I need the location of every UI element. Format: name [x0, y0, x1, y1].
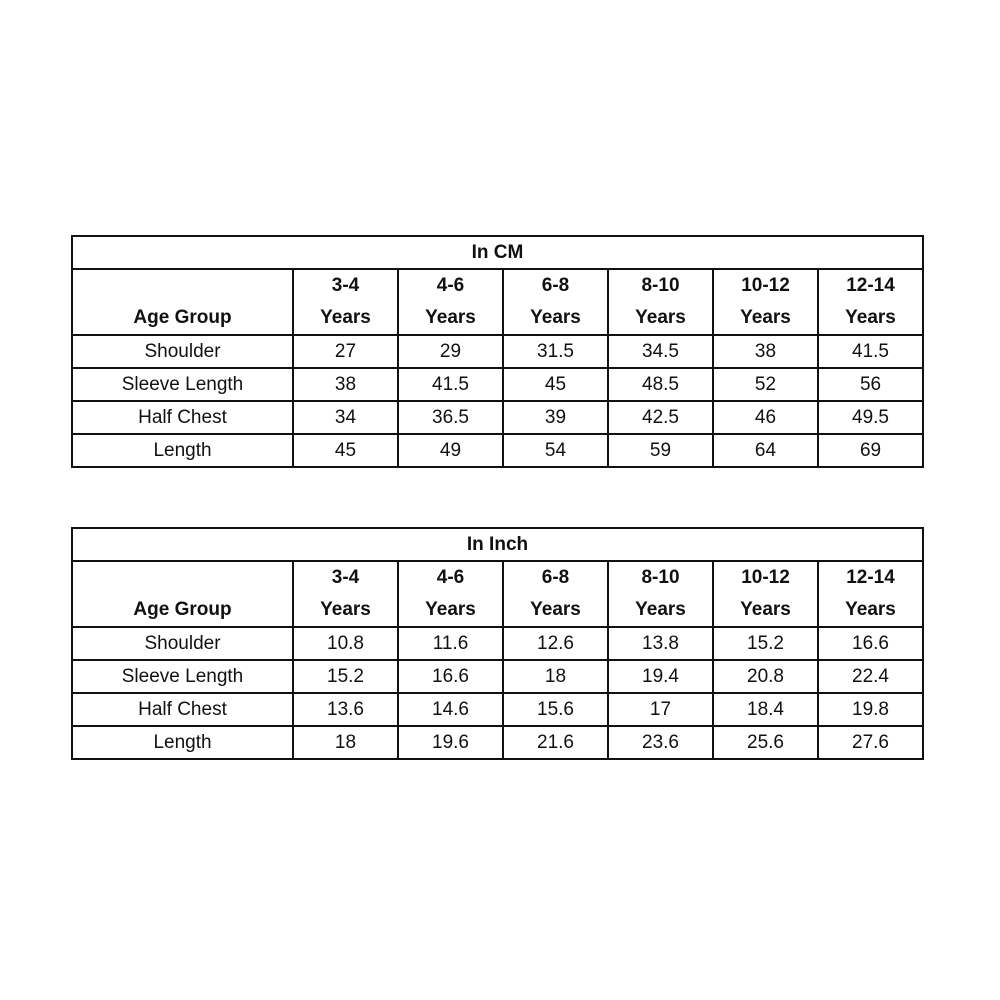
row-label: Half Chest: [72, 693, 293, 726]
table-cell: 31.5: [503, 335, 608, 368]
table-cell: 18: [503, 660, 608, 693]
table-cell: 16.6: [398, 660, 503, 693]
table-cell: 18: [293, 726, 398, 759]
table-title-row: [72, 236, 923, 269]
table-cell: 46: [713, 401, 818, 434]
table-cell: 20.8: [713, 660, 818, 693]
table-cell: 13.8: [608, 627, 713, 660]
table-cell: 41.5: [818, 335, 923, 368]
age-range: 10-12: [741, 567, 790, 588]
table-cell: 45: [293, 434, 398, 467]
table-cell: 29: [398, 335, 503, 368]
table-cell: 52: [713, 368, 818, 401]
table-cell: 27.6: [818, 726, 923, 759]
table-cell: 38: [713, 335, 818, 368]
table-row: [72, 335, 923, 368]
table-cell: 25.6: [713, 726, 818, 759]
table-cell: 38: [293, 368, 398, 401]
row-label: Length: [72, 434, 293, 467]
table-cell: 34.5: [608, 335, 713, 368]
table-row: [72, 726, 923, 759]
table-cell: 41.5: [398, 368, 503, 401]
column-header: [503, 561, 608, 627]
table-cell: 13.6: [293, 693, 398, 726]
age-unit: Years: [530, 599, 581, 620]
table-cell: 27: [293, 335, 398, 368]
age-group-header: Age Group: [72, 269, 293, 335]
age-unit: Years: [425, 599, 476, 620]
table-cell: 16.6: [818, 627, 923, 660]
age-unit: Years: [740, 599, 791, 620]
table-cell: 21.6: [503, 726, 608, 759]
age-unit: Years: [845, 599, 896, 620]
age-unit: Years: [740, 307, 791, 328]
table-cell: 49.5: [818, 401, 923, 434]
table-cell: 64: [713, 434, 818, 467]
table-row: [72, 693, 923, 726]
size-chart-inch-table: [71, 527, 924, 760]
column-header: [398, 561, 503, 627]
table-row: [72, 434, 923, 467]
age-unit: Years: [320, 307, 371, 328]
age-range: 8-10: [641, 567, 680, 588]
table-cell: 39: [503, 401, 608, 434]
header-row: [72, 269, 923, 335]
age-unit: Years: [530, 307, 581, 328]
table-cell: 49: [398, 434, 503, 467]
table-row: [72, 401, 923, 434]
column-header: [608, 269, 713, 335]
table-row: [72, 368, 923, 401]
table-cell: 15.2: [293, 660, 398, 693]
table-cell: 48.5: [608, 368, 713, 401]
age-unit: Years: [635, 307, 686, 328]
age-unit: Years: [320, 599, 371, 620]
age-unit: Years: [425, 307, 476, 328]
age-range: 4-6: [436, 567, 465, 588]
age-range: 12-14: [846, 567, 895, 588]
table-cell: 42.5: [608, 401, 713, 434]
header-row: [72, 561, 923, 627]
table-row: [72, 627, 923, 660]
column-header: [608, 561, 713, 627]
age-range: 6-8: [541, 275, 570, 296]
table-cell: 22.4: [818, 660, 923, 693]
row-label: Shoulder: [72, 627, 293, 660]
age-range: 3-4: [331, 567, 360, 588]
age-range: 6-8: [541, 567, 570, 588]
table-cell: 45: [503, 368, 608, 401]
table-title-row: [72, 528, 923, 561]
table-row: [72, 660, 923, 693]
table-cell: 59: [608, 434, 713, 467]
row-label: Shoulder: [72, 335, 293, 368]
table-cell: 19.4: [608, 660, 713, 693]
age-range: 4-6: [436, 275, 465, 296]
table-cell: 15.6: [503, 693, 608, 726]
column-header: [713, 269, 818, 335]
table-cell: 18.4: [713, 693, 818, 726]
table-cell: 23.6: [608, 726, 713, 759]
column-header: [503, 269, 608, 335]
column-header: [398, 269, 503, 335]
column-header: [293, 561, 398, 627]
age-range: 10-12: [741, 275, 790, 296]
table-cell: 56: [818, 368, 923, 401]
size-chart-cm-table: [71, 235, 924, 468]
table-cell: 36.5: [398, 401, 503, 434]
age-unit: Years: [845, 307, 896, 328]
table-cell: 11.6: [398, 627, 503, 660]
table-cell: 17: [608, 693, 713, 726]
table-cell: 54: [503, 434, 608, 467]
age-range: 3-4: [331, 275, 360, 296]
row-label: Half Chest: [72, 401, 293, 434]
table-title: In CM: [72, 236, 923, 269]
column-header: [818, 561, 923, 627]
table-cell: 19.6: [398, 726, 503, 759]
column-header: [818, 269, 923, 335]
table-cell: 34: [293, 401, 398, 434]
age-group-header: Age Group: [72, 561, 293, 627]
table-cell: 12.6: [503, 627, 608, 660]
table-cell: 69: [818, 434, 923, 467]
table-cell: 19.8: [818, 693, 923, 726]
table-cell: 10.8: [293, 627, 398, 660]
age-range: 8-10: [641, 275, 680, 296]
table-cell: 15.2: [713, 627, 818, 660]
column-header: [713, 561, 818, 627]
table-cell: 14.6: [398, 693, 503, 726]
row-label: Length: [72, 726, 293, 759]
row-label: Sleeve Length: [72, 368, 293, 401]
column-header: [293, 269, 398, 335]
age-unit: Years: [635, 599, 686, 620]
table-title: In Inch: [72, 528, 923, 561]
age-range: 12-14: [846, 275, 895, 296]
row-label: Sleeve Length: [72, 660, 293, 693]
